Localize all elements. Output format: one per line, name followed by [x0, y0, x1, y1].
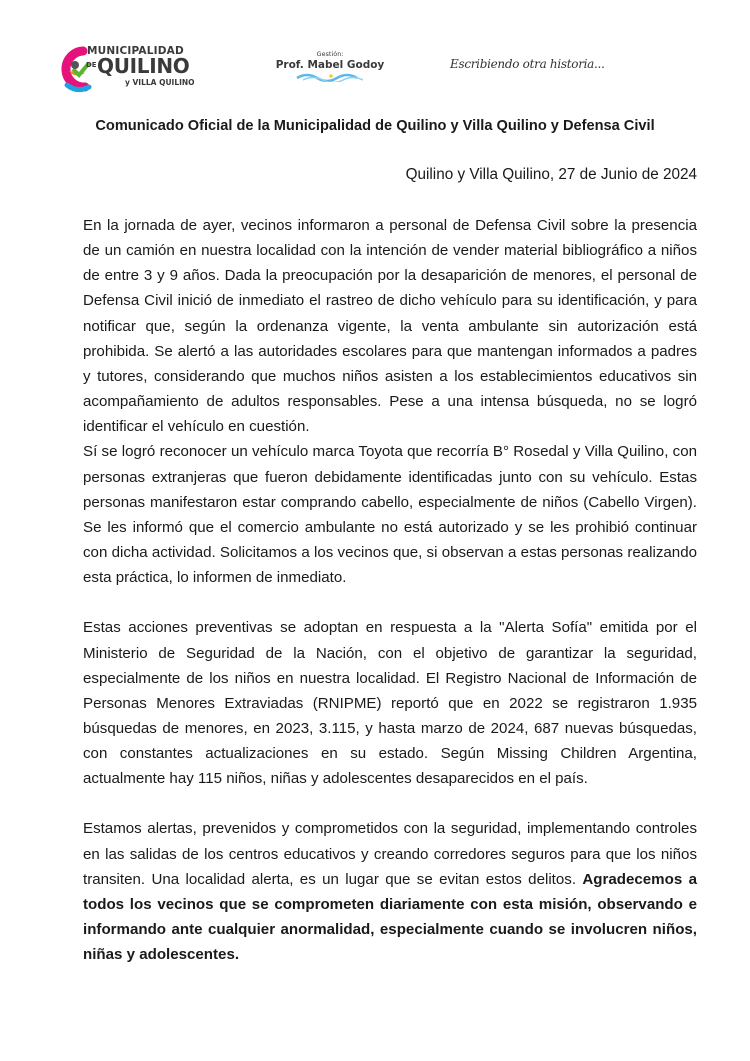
document-title: Comunicado Oficial de la Municipalidad de Quilino y Villa Quilino y Defensa Civil [95, 118, 655, 134]
document-body [83, 213, 697, 967]
closing-thanks-bold: Agradecemos a todos los vecinos que se comprometen diariamente con esta misión, observando e informando ante cualquier anormalidad, especialmente cuando se involucren niños, niñas y adolescentes. [83, 870, 697, 964]
flag-wave-icon [295, 72, 365, 82]
administration-badge [275, 50, 385, 82]
slogan: Escribiendo otra historia... [450, 57, 605, 71]
gestion-name: Prof. Mabel Godoy [275, 59, 385, 71]
paragraph-closing [83, 816, 697, 967]
logo-text-quilino: QUILINO [97, 54, 190, 78]
municipality-logo [55, 43, 205, 98]
letterhead [0, 40, 750, 100]
gestion-label: Gestión: [316, 50, 344, 58]
closing-text: Estamos alertas, prevenidos y comprometidos con la seguridad, implementando controles en las salidas de los centros educativos y creando corredores seguros para que los niños transiten. Una localidad alerta, es un lugar que se evitan estos delitos. [83, 820, 697, 888]
logo-text-municipalidad: MUNICIPALIDAD [87, 45, 184, 57]
paragraph-alerta-sofia: Estas acciones preventivas se adoptan en respuesta a la "Alerta Sofía" emitida por el Ministerio de Seguridad de la Nación, con el objetivo de garantizar la seguridad, especialmente de los niños en nuestra localidad. El Registro Nacional de Información de Personas Menores Extraviadas (RNIPME) reportó que en 2022 se registraron 1.935 búsquedas de menores, en 2023, 3.115, y hasta marzo de 2024, 687 nuevas búsquedas, con constantes actualizaciones en su estado. Según Missing Children Argentina, actualmente hay 115 niños, niñas y adolescentes desaparecidos en el país. [83, 619, 697, 788]
dateline: Quilino y Villa Quilino, 27 de Junio de 2024 [405, 166, 697, 183]
paragraph-toyota-vehicle: Sí se logró reconocer un vehículo marca Toyota que recorría B° Rosedal y Villa Quilino, con personas extranjeras que fueron debidamente identificadas junto con su vehículo. Estas personas manifestaron estar comprando cabello, especialmente de niños (Cabello Virgen). Se les informó que el comercio ambulante no está autorizado y se les prohibió continuar con dicha actividad. Solicitamos a los vecinos que, si observan a estas personas realizando esta práctica, lo informen de inmediato. [83, 443, 697, 587]
logo-text-villa-quilino: y VILLA QUILINO [125, 78, 195, 87]
logo-text-de: DE [86, 61, 97, 69]
paragraph-incident: En la jornada de ayer, vecinos informaron a personal de Defensa Civil sobre la presencia de un camión en nuestra localidad con la intención de vender material bibliográfico a niños de entre 3 y 9 años. Dada la preocupación por la desaparición de menores, el personal de Defensa Civil inició de inmediato el rastreo de dicho vehículo para su identificación, y para notificar que, según la ordenanza vigente, la venta ambulante sin autorización está prohibida. Se alertó a las autoridades escolares para que mantengan informados a padres y tutores, considerando que muchos niños asisten a los establecimientos educativos sin acompañamiento de adultos responsables. Pese a una intensa búsqueda, no se logró identificar el vehículo en cuestión. [83, 217, 697, 436]
